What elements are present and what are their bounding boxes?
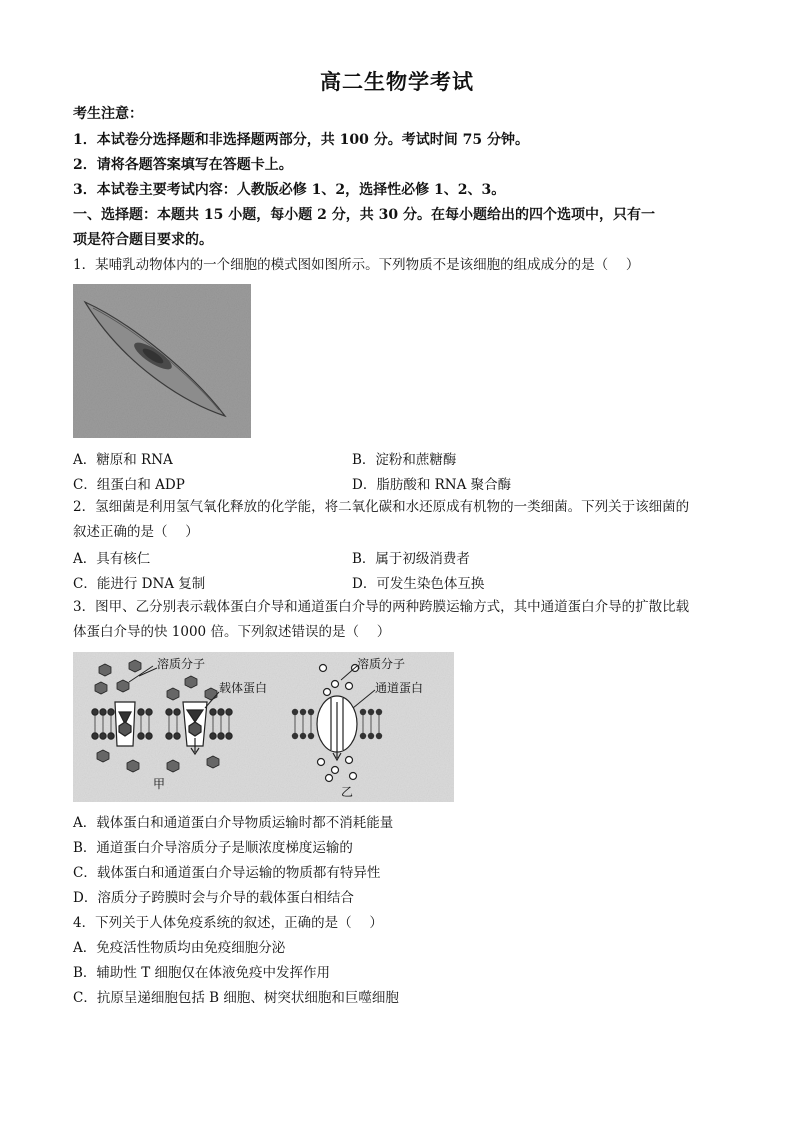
q3-transport-figure xyxy=(73,652,454,802)
carrier-protein-2 xyxy=(183,702,207,754)
label-carrier-protein: 载体蛋白 xyxy=(219,681,268,695)
label-yi: 乙 xyxy=(341,785,354,799)
label-jia: 甲 xyxy=(153,777,166,791)
section-heading-line2: 项是符合题目要求的。 xyxy=(73,232,213,248)
q2-option-b: B．属于初级消费者 xyxy=(352,551,470,567)
q4-option-c: C．抗原呈递细胞包括 B 细胞、树突状细胞和巨噬细胞 xyxy=(73,990,399,1006)
q1-cell-figure xyxy=(73,284,251,438)
q3-option-d: D．溶质分子跨膜时会与介导的载体蛋白相结合 xyxy=(73,890,354,906)
q1-stem: 1．某哺乳动物体内的一个细胞的模式图如图所示。下列物质不是该细胞的组成成分的是（ ） xyxy=(73,257,640,273)
q4-option-b: B．辅助性 T 细胞仅在体液免疫中发挥作用 xyxy=(73,965,331,981)
label-channel-protein: 通道蛋白 xyxy=(375,681,424,695)
q3-option-c: C．载体蛋白和通道蛋白介导运输的物质都有特异性 xyxy=(73,865,381,881)
notice-item-1: 1．本试卷分选择题和非选择题两部分，共 100 分。考试时间 75 分钟。 xyxy=(73,132,529,148)
notice-item-2: 2．请将各题答案填写在答题卡上。 xyxy=(73,157,293,173)
q2-option-d: D．可发生染色体互换 xyxy=(352,576,485,592)
q2-stem-line1: 2．氢细菌是利用氢气氧化释放的化学能，将二氧化碳和水还原成有机物的一类细菌。下列关于该细菌的 xyxy=(73,499,690,515)
carrier-protein-1 xyxy=(115,702,135,746)
q3-option-a: A．载体蛋白和通道蛋白介导物质运输时都不消耗能量 xyxy=(73,815,394,831)
q4-stem: 4．下列关于人体免疫系统的叙述，正确的是（ ） xyxy=(73,915,383,931)
q1-option-a: A．糖原和 RNA xyxy=(73,452,173,468)
q1-option-c: C．组蛋白和 ADP xyxy=(73,477,185,493)
q2-option-c: C．能进行 DNA 复制 xyxy=(73,576,206,592)
q3-stem-line1: 3．图甲、乙分别表示载体蛋白介导和通道蛋白介导的两种跨膜运输方式，其中通道蛋白介导的扩散比载 xyxy=(73,599,690,615)
exam-title: 高二生物学考试 xyxy=(320,69,474,94)
notice-heading: 考生注意： xyxy=(73,106,143,122)
q3-stem-line2: 体蛋白介导的快 1000 倍。下列叙述错误的是（ ） xyxy=(73,624,391,640)
q1-option-b: B．淀粉和蔗糖酶 xyxy=(352,452,457,468)
label-solute-yi: 溶质分子 xyxy=(357,657,406,671)
label-solute-jia: 溶质分子 xyxy=(157,657,206,671)
notice-item-3: 3．本试卷主要考试内容：人教版必修 1、2，选择性必修 1、2、3。 xyxy=(73,182,506,198)
q3-option-b: B．通道蛋白介导溶质分子是顺浓度梯度运输的 xyxy=(73,840,353,856)
q2-option-a: A．具有核仁 xyxy=(73,551,151,567)
q4-option-a: A．免疫活性物质均由免疫细胞分泌 xyxy=(73,940,286,956)
q2-stem-line2: 叙述正确的是（ ） xyxy=(73,524,199,540)
q1-option-d: D．脂肪酸和 RNA 聚合酶 xyxy=(352,477,512,493)
section-heading-line1: 一、选择题：本题共 15 小题，每小题 2 分，共 30 分。在每小题给出的四个选项中，只有一 xyxy=(73,207,655,223)
